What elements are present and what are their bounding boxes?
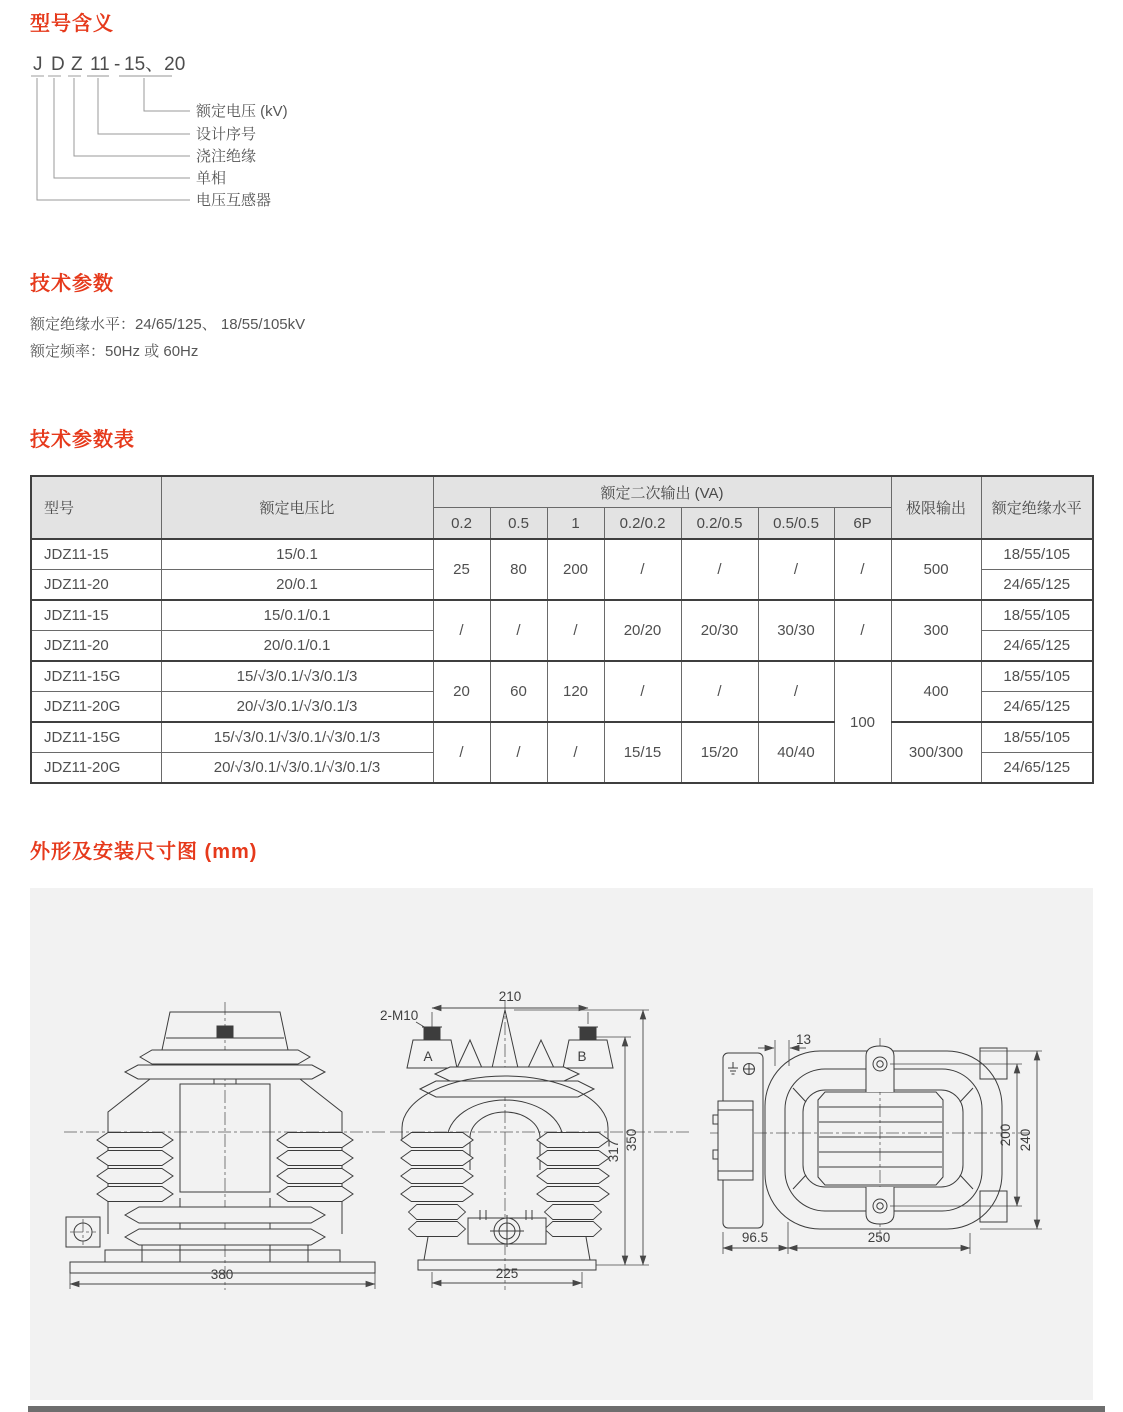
top-view-drawing — [710, 1032, 1042, 1254]
header-class-0.2-0.2: 0.2/0.2 — [604, 508, 681, 540]
cell-output: / — [547, 600, 604, 661]
model-code-part-j: J — [33, 54, 43, 75]
ground-icon — [728, 1062, 738, 1074]
model-code-dash: - — [114, 54, 121, 75]
model-code-part-11: 11 — [90, 54, 110, 75]
cell-output: / — [758, 539, 834, 600]
header-class-1: 1 — [547, 508, 604, 540]
cell-ratio: 15/0.1 — [161, 539, 433, 570]
cell-output: 25 — [433, 539, 490, 600]
cell-output: / — [604, 661, 681, 722]
bottom-divider-bar — [28, 1406, 1105, 1412]
front-view-drawing — [64, 1002, 386, 1290]
cell-output-6p: / — [834, 600, 891, 661]
right-tab-bottom — [980, 1191, 1007, 1222]
header-insulation: 额定绝缘水平 — [981, 476, 1093, 539]
section-title-model-meaning: 型号含义 — [30, 13, 114, 35]
dim-240: 240 — [1018, 1128, 1033, 1152]
section-title-dimensions: 外形及安装尺寸图 (mm) — [30, 841, 258, 863]
cell-insulation: 18/55/105 — [981, 722, 1093, 753]
cell-output: / — [433, 600, 490, 661]
cell-limit: 500 — [891, 539, 981, 600]
tech-param-insulation-level: 额定绝缘水平：24/65/125、 18/55/105kV — [30, 316, 306, 333]
label-voltage-transformer: 电压互感器 — [196, 192, 272, 209]
cell-ratio: 15/0.1/0.1 — [161, 600, 433, 631]
model-code-part-voltage: 15、20 — [124, 54, 186, 75]
note-2-M10: 2-M10 — [380, 1008, 419, 1023]
cell-output: 20/20 — [604, 600, 681, 661]
cell-limit: 300/300 — [891, 722, 981, 783]
upper-shed-2 — [125, 1065, 325, 1079]
cell-output: / — [681, 661, 758, 722]
cell-output: / — [433, 722, 490, 783]
cell-model: JDZ11-20 — [31, 570, 161, 601]
cell-output: / — [758, 661, 834, 722]
dim-250: 250 — [867, 1230, 891, 1245]
dim-96.5: 96.5 — [741, 1230, 769, 1245]
winding-lines — [819, 1107, 942, 1167]
terminal-bolt-a — [422, 1027, 442, 1039]
dim-13: 13 — [796, 1032, 812, 1047]
cell-ratio: 20/√3/0.1/√3/0.1/3 — [161, 692, 433, 723]
cell-model: JDZ11-20G — [31, 753, 161, 784]
tech-param-frequency: 额定频率：50Hz 或 60Hz — [30, 343, 199, 360]
cell-insulation: 24/65/125 — [981, 753, 1093, 784]
dim-210: 210 — [498, 989, 522, 1004]
terminal-block-b — [563, 1040, 613, 1068]
cell-model: JDZ11-15G — [31, 722, 161, 753]
header-model: 型号 — [31, 476, 161, 539]
top-terminal-bolt — [217, 1026, 233, 1038]
table-row — [31, 661, 1093, 692]
upper-shed-2 — [420, 1081, 594, 1097]
upper-shed-1 — [435, 1067, 579, 1081]
cell-ratio: 15/√3/0.1/√3/0.1/√3/0.1/3 — [161, 722, 433, 753]
cell-output: 20 — [433, 661, 490, 722]
cell-ratio: 20/0.1/0.1 — [161, 631, 433, 662]
dim-317: 317 — [606, 1139, 621, 1163]
cell-insulation: 24/65/125 — [981, 631, 1093, 662]
cell-insulation: 18/55/105 — [981, 600, 1093, 631]
cell-ratio: 15/√3/0.1/√3/0.1/3 — [161, 661, 433, 692]
label-cast-insulation: 浇注绝缘 — [196, 148, 257, 165]
cell-output: 15/15 — [604, 722, 681, 783]
header-class-0.5: 0.5 — [490, 508, 547, 540]
table-row — [31, 539, 1093, 570]
cell-output: 80 — [490, 539, 547, 600]
core-window — [803, 1090, 963, 1187]
section-title-tech-params: 技术参数 — [30, 273, 114, 295]
cell-output: 120 — [547, 661, 604, 722]
cell-output: 40/40 — [758, 722, 834, 783]
cell-output: / — [490, 600, 547, 661]
label-rated-voltage: 额定电压 (kV) — [196, 103, 288, 120]
bottom-mounting-tab — [866, 1187, 894, 1224]
cell-output-6p: / — [834, 539, 891, 600]
top-sheds-crown — [457, 1010, 554, 1068]
cell-output: / — [681, 539, 758, 600]
header-class-0.5-0.5: 0.5/0.5 — [758, 508, 834, 540]
terminal-bolt-b — [578, 1027, 598, 1039]
header-class-0.2: 0.2 — [433, 508, 490, 540]
cell-output: 15/20 — [681, 722, 758, 783]
spec-table-header — [31, 476, 1093, 539]
cell-model: JDZ11-20G — [31, 692, 161, 723]
dim-225: 225 — [495, 1266, 519, 1281]
cell-output: / — [547, 722, 604, 783]
header-class-6p: 6P — [834, 508, 891, 540]
cell-output: 200 — [547, 539, 604, 600]
cell-insulation: 18/55/105 — [981, 539, 1093, 570]
dim-380: 380 — [210, 1267, 234, 1282]
dimension-drawing-panel — [30, 888, 1093, 1400]
cell-model: JDZ11-15 — [31, 539, 161, 570]
header-output-group: 额定二次输出 (VA) — [433, 476, 891, 508]
winding-block — [818, 1092, 943, 1185]
model-code-part-d: D — [51, 54, 65, 75]
cell-limit: 300 — [891, 600, 981, 661]
dimension-drawings — [30, 888, 1093, 1400]
cell-model: JDZ11-20 — [31, 631, 161, 662]
lv-terminal-block — [718, 1101, 753, 1180]
header-limit-output: 极限输出 — [891, 476, 981, 539]
dim-350: 350 — [624, 1128, 639, 1152]
side-view-drawing — [380, 989, 692, 1290]
cell-output: / — [490, 722, 547, 783]
top-mounting-tab — [866, 1046, 894, 1092]
label-design-series: 设计序号 — [196, 126, 257, 143]
label-single-phase: 单相 — [196, 170, 227, 187]
section-title-spec-table: 技术参数表 — [30, 429, 135, 451]
terminal-label-b: B — [577, 1049, 587, 1064]
dim-200: 200 — [998, 1123, 1013, 1147]
cell-ratio: 20/√3/0.1/√3/0.1/√3/0.1/3 — [161, 753, 433, 784]
model-code-diagram — [30, 52, 410, 217]
cell-output: 30/30 — [758, 600, 834, 661]
cell-output-6p-shared: 100 — [834, 661, 891, 783]
connector-insulation — [74, 78, 190, 156]
cell-output: 60 — [490, 661, 547, 722]
cell-limit: 400 — [891, 661, 981, 722]
cell-output: / — [604, 539, 681, 600]
connector-voltage — [144, 78, 190, 111]
cell-model: JDZ11-15 — [31, 600, 161, 631]
cell-insulation: 24/65/125 — [981, 570, 1093, 601]
cell-insulation: 24/65/125 — [981, 692, 1093, 723]
header-class-0.2-0.5: 0.2/0.5 — [681, 508, 758, 540]
spec-table — [30, 475, 1094, 784]
table-row — [31, 600, 1093, 631]
header-ratio: 额定电压比 — [161, 476, 433, 539]
base-step — [105, 1250, 340, 1262]
terminal-label-a: A — [423, 1049, 433, 1064]
model-code-part-z: Z — [71, 54, 83, 75]
cell-ratio: 20/0.1 — [161, 570, 433, 601]
right-tab-top — [980, 1048, 1007, 1079]
cell-insulation: 18/55/105 — [981, 661, 1093, 692]
upper-shed-1 — [140, 1050, 310, 1064]
cell-output: 20/30 — [681, 600, 758, 661]
cell-model: JDZ11-15G — [31, 661, 161, 692]
table-row — [31, 722, 1093, 753]
connector-transformer — [37, 78, 190, 200]
corner-ticks — [793, 1088, 973, 1189]
